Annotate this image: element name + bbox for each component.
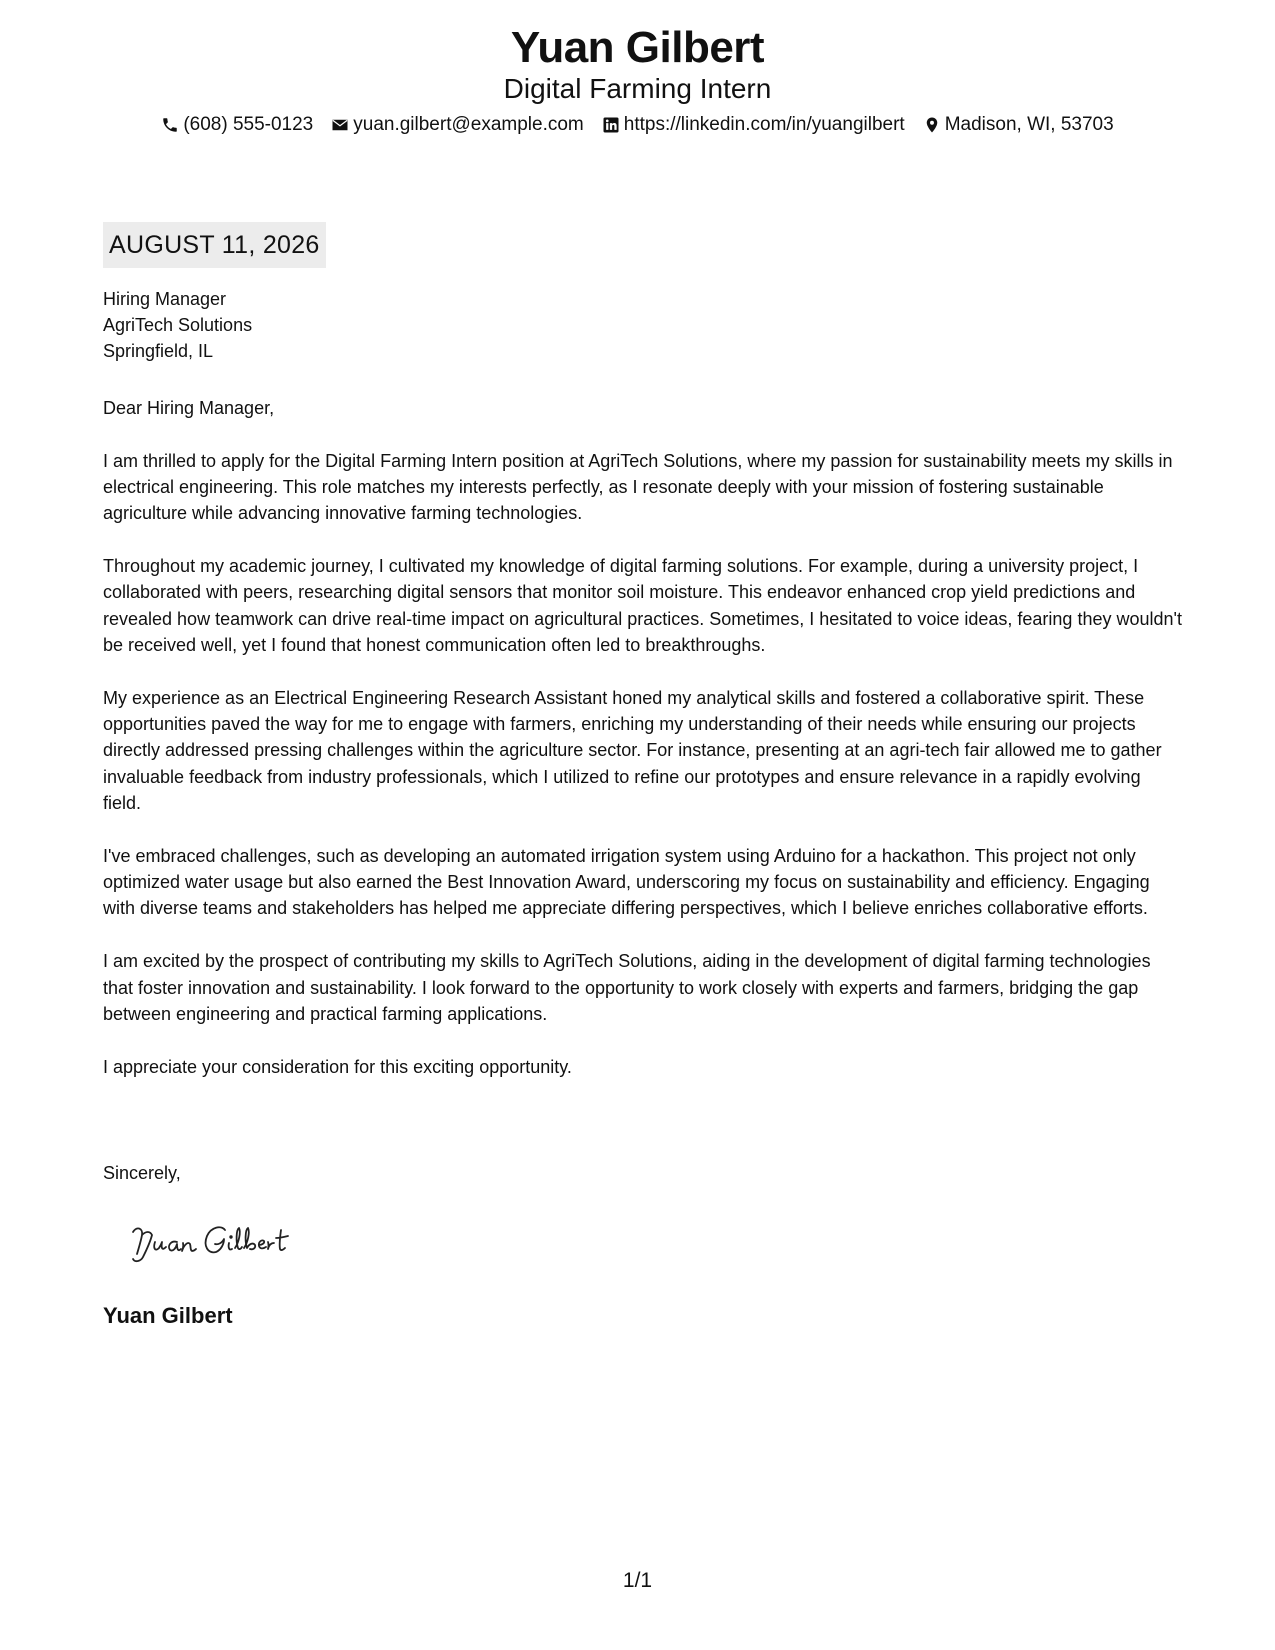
signer-name: Yuan Gilbert [103, 1303, 233, 1328]
body-paragraph: I appreciate your consideration for this exciting opportunity. [103, 1056, 572, 1077]
recipient-line: Hiring Manager [103, 289, 227, 309]
linkedin-text[interactable]: https://linkedin.com/in/yuangilbert [623, 114, 905, 135]
applicant-title: Digital Farming Intern [503, 73, 772, 104]
letter-date: AUGUST 11, 2026 [103, 222, 326, 268]
page-number: 1/1 [622, 1569, 653, 1592]
location-text: Madison, WI, 53703 [944, 114, 1114, 135]
letter-body [103, 395, 1183, 1106]
linkedin-icon [602, 116, 620, 134]
recipient-block [103, 286, 252, 364]
signature-image [125, 1218, 355, 1268]
map-pin-icon [923, 116, 941, 134]
contact-phone [161, 112, 313, 138]
salutation: Dear Hiring Manager, [103, 398, 275, 418]
letter-header [0, 22, 1275, 138]
body-paragraph: I've embraced challenges, such as developing an automated irrigation system using Arduino for a hackathon. This project not only optimized water usage but also earned the Best Innovation Award, underscoring my focus on sustainability and efficiency. Engaging with diverse teams and stakeholders has helped me appreciate differing perspectives, which I believe enriches collaborative efforts. [103, 845, 1150, 919]
applicant-name: Yuan Gilbert [510, 23, 765, 72]
email-text[interactable]: yuan.gilbert@example.com [353, 114, 584, 135]
phone-icon [161, 116, 179, 134]
phone-text: (608) 555-0123 [183, 114, 314, 135]
recipient-line: AgriTech Solutions [103, 315, 253, 335]
body-paragraph: Throughout my academic journey, I cultivated my knowledge of digital farming solutions. For example, during a university project, I collaborated with peers, researching digital sensors that monitor soil moisture. This endeavor enhanced crop yield predictions and revealed how teamwork can drive real-time impact on agricultural practices. Sometimes, I hesitated to voice ideas, fearing they wouldn't be received well, yet I found that honest communication often led to breakthroughs. [103, 556, 1182, 656]
body-paragraph: I am thrilled to apply for the Digital Farming Intern position at AgriTech Solutions, where my passion for sustainability meets my skills in electrical engineering. This role matches my interests perfectly, as I resonate deeply with your mission of fostering sustainable agriculture while advancing innovative farming technologies. [103, 450, 1173, 524]
closing: Sincerely, [103, 1163, 181, 1183]
contact-bar [0, 112, 1275, 138]
contact-location [923, 112, 1114, 138]
contact-email[interactable] [331, 112, 584, 138]
contact-linkedin[interactable] [602, 112, 905, 138]
recipient-line: Springfield, IL [103, 341, 214, 361]
body-paragraph: I am excited by the prospect of contributing my skills to AgriTech Solutions, aiding in the development of digital farming technologies that foster innovation and sustainability. I look forward to the opportunity to work closely with experts and farmers, bridging the gap between engineering and practical farming applications. [103, 951, 1151, 1024]
envelope-icon [331, 116, 349, 134]
body-paragraph: My experience as an Electrical Engineering Research Assistant honed my analytical skills and fostered a collaborative spirit. These opportunities paved the way for me to engage with farmers, enriching my understanding of their needs while ensuring our projects directly addressed pressing challenges within the agriculture sector. For instance, presenting at an agri-tech fair allowed me to gather invaluable feedback from industry professionals, which I utilized to refine our prototypes and ensure relevance in a rapidly evolving field. [103, 687, 1162, 814]
